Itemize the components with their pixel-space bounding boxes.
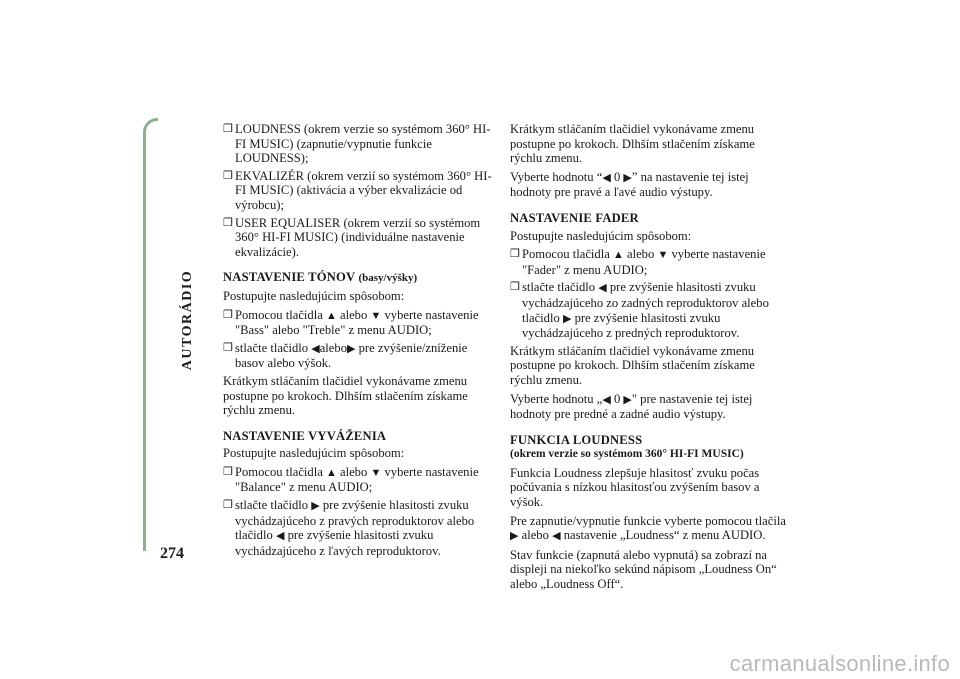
text: pre zvýšenie hlasitosti zvuku vychádzajúceho z predných reproduktorov. [522,310,740,341]
text: vyberte nastavenie "Fader" z menu AUDIO; [522,247,766,277]
watermark: carmanualsonline.info [729,651,950,676]
paragraph: Stav funkcie (zapnutá alebo vypnutá) sa zobrazí na displeji na niekoľko sekúnd nápisom „Loudness On“ alebo „Loudness Off“. [510,547,777,592]
text: alebo [627,247,655,262]
text: pre zvýšenie hlasitosti zvuku vychádzajúceho z pravých reproduktorov alebo tlačidlo [235,498,475,543]
arrow-left-icon: ◀ [602,171,611,184]
paragraph: Funkcia Loudness zlepšuje hlasitosť zvuku počas počúvania s nízkou hlasitosťou zvýšením basov a výšok. [510,465,760,510]
arrow-down-icon: ▼ [370,309,382,322]
arrow-right-icon: ▶ [510,530,519,543]
heading-small-text: (basy/výšky) [358,272,418,285]
text: nastavenie „Loudness“ z menu AUDIO. [563,528,766,543]
checkbox-bullet-icon: ❒ [223,308,233,321]
list-item [223,216,493,260]
text: alebo [340,307,368,322]
list-item [223,341,493,371]
text: Vyberte hodnotu “ [510,169,603,184]
list-item [223,498,493,558]
checkbox-bullet-icon: ❒ [223,465,233,478]
text: alebo [319,340,347,355]
page-number: 274 [160,545,184,562]
checkbox-bullet-icon: ❒ [510,248,520,261]
paragraph [510,514,788,544]
checkbox-bullet-icon: ❒ [223,169,233,182]
arrow-left-icon: ◀ [275,530,285,543]
arrow-left-icon: ◀ [602,393,611,406]
text: stlačte tlačidlo [235,340,309,355]
text: Pomocou tlačidla [235,307,323,322]
arrow-right-icon: ▶ [311,500,320,513]
arrow-right-icon: ▶ [623,171,632,184]
checkbox-bullet-icon: ❒ [223,123,233,135]
list-item [223,308,493,338]
checkbox-bullet-icon: ❒ [223,216,233,229]
section-subheading: (okrem verzie so systémom 360° HI-FI MUSIC) [510,448,744,461]
text: pre zvýšenie hlasitosti zvuku vychádzajúceho z ľavých reproduktorov. [235,528,441,558]
checkbox-bullet-icon: ❒ [223,499,233,512]
text: Vyberte hodnotu „ [510,391,603,406]
list-item [223,122,493,166]
text: pre zvýšenie hlasitosti zvuku vychádzajúceho zo zadných reproduktorov alebo tlačidlo [522,280,769,325]
text: alebo [521,528,549,543]
heading-text: NASTAVENIE TÓNOV [223,270,356,285]
arrow-right-icon: ▶ [562,312,572,325]
arrow-up-icon: ▲ [325,466,337,479]
list-item [510,247,788,277]
list-item [223,169,493,213]
checkbox-bullet-icon: ❒ [510,281,520,294]
paragraph: Krátkym stláčaním tlačidiel vykonávame zmenu postupne po krokoch. Dlhším stlačením získame rýchlu zmenu. [223,373,468,418]
arrow-left-icon: ◀ [311,342,320,355]
text: 0 [613,169,621,184]
paragraph: Krátkym stláčaním tlačidiel vykonávame zmenu postupne po krokoch. Dlhším stlačením získame rýchlu zmenu. [510,343,755,387]
right-column [510,122,788,596]
text: ” na nastavenie tej istej hodnoty pre pravé a ľavé audio výstupy. [510,169,749,200]
section-heading-fader: NASTAVENIE FADER [510,210,639,225]
section-heading-tone [223,270,493,286]
arrow-right-icon: ▶ [347,342,356,355]
paragraph [510,392,788,422]
text: stlačte tlačidlo [522,280,596,295]
left-column [223,122,493,561]
list-item-text: LOUDNESS (okrem verzie so systémom 360° HI-FI MUSIC) (zapnutie/vypnutie funkcie LOUDNESS); [235,122,491,166]
text: vyberte nastavenie "Balance" z menu AUDIO; [235,464,479,495]
text: Pre zapnutie/vypnutie funkcie vyberte pomocou tlačila [510,513,786,528]
arrow-down-icon: ▼ [657,249,669,262]
arrow-left-icon: ◀ [552,530,561,543]
paragraph: Postupujte nasledujúcim spôsobom: [223,446,405,461]
section-label: AUTORÁDIO [180,269,195,371]
paragraph: Krátkym stláčaním tlačidiel vykonávame zmenu postupne po krokoch. Dlhším stlačením získame rýchlu zmenu. [510,122,755,166]
list-item [223,465,493,495]
arrow-right-icon: ▶ [623,393,632,406]
section-heading-balance: NASTAVENIE VYVÁŽENIA [223,428,387,443]
paragraph: Postupujte nasledujúcim spôsobom: [510,228,692,243]
arrow-left-icon: ◀ [598,282,607,295]
text: alebo [340,464,368,479]
list-item-text: USER EQUALISER (okrem verzií so systémom 360° HI-FI MUSIC) (individuálne nastavenie ekvalizácie). [235,215,481,259]
text: Pomocou tlačidla [522,247,610,262]
text: vyberte nastavenie "Bass" alebo "Treble" z menu AUDIO; [235,307,479,338]
checkbox-bullet-icon: ❒ [223,341,233,354]
arrow-up-icon: ▲ [612,249,624,262]
text: 0 [613,391,621,406]
text: pre zvýšenie/zníženie basov alebo výšok. [235,340,468,371]
section-heading-loudness: FUNKCIA LOUDNESS [510,432,643,447]
arrow-down-icon: ▼ [370,466,382,479]
text: stlačte tlačidlo [235,498,309,513]
arrow-up-icon: ▲ [325,309,337,322]
list-item [510,280,788,340]
text: " pre nastavenie tej istej hodnoty pre predné a zadné audio výstupy. [510,391,753,422]
side-rule [143,118,158,551]
list-item-text: EKVALIZÉR (okrem verzií so systémom 360° HI-FI MUSIC) (aktivácia a výber ekvalizácie od výrobcu); [235,168,492,212]
paragraph [510,170,788,200]
paragraph: Postupujte nasledujúcim spôsobom: [223,288,405,303]
text: Pomocou tlačidla [235,464,323,479]
